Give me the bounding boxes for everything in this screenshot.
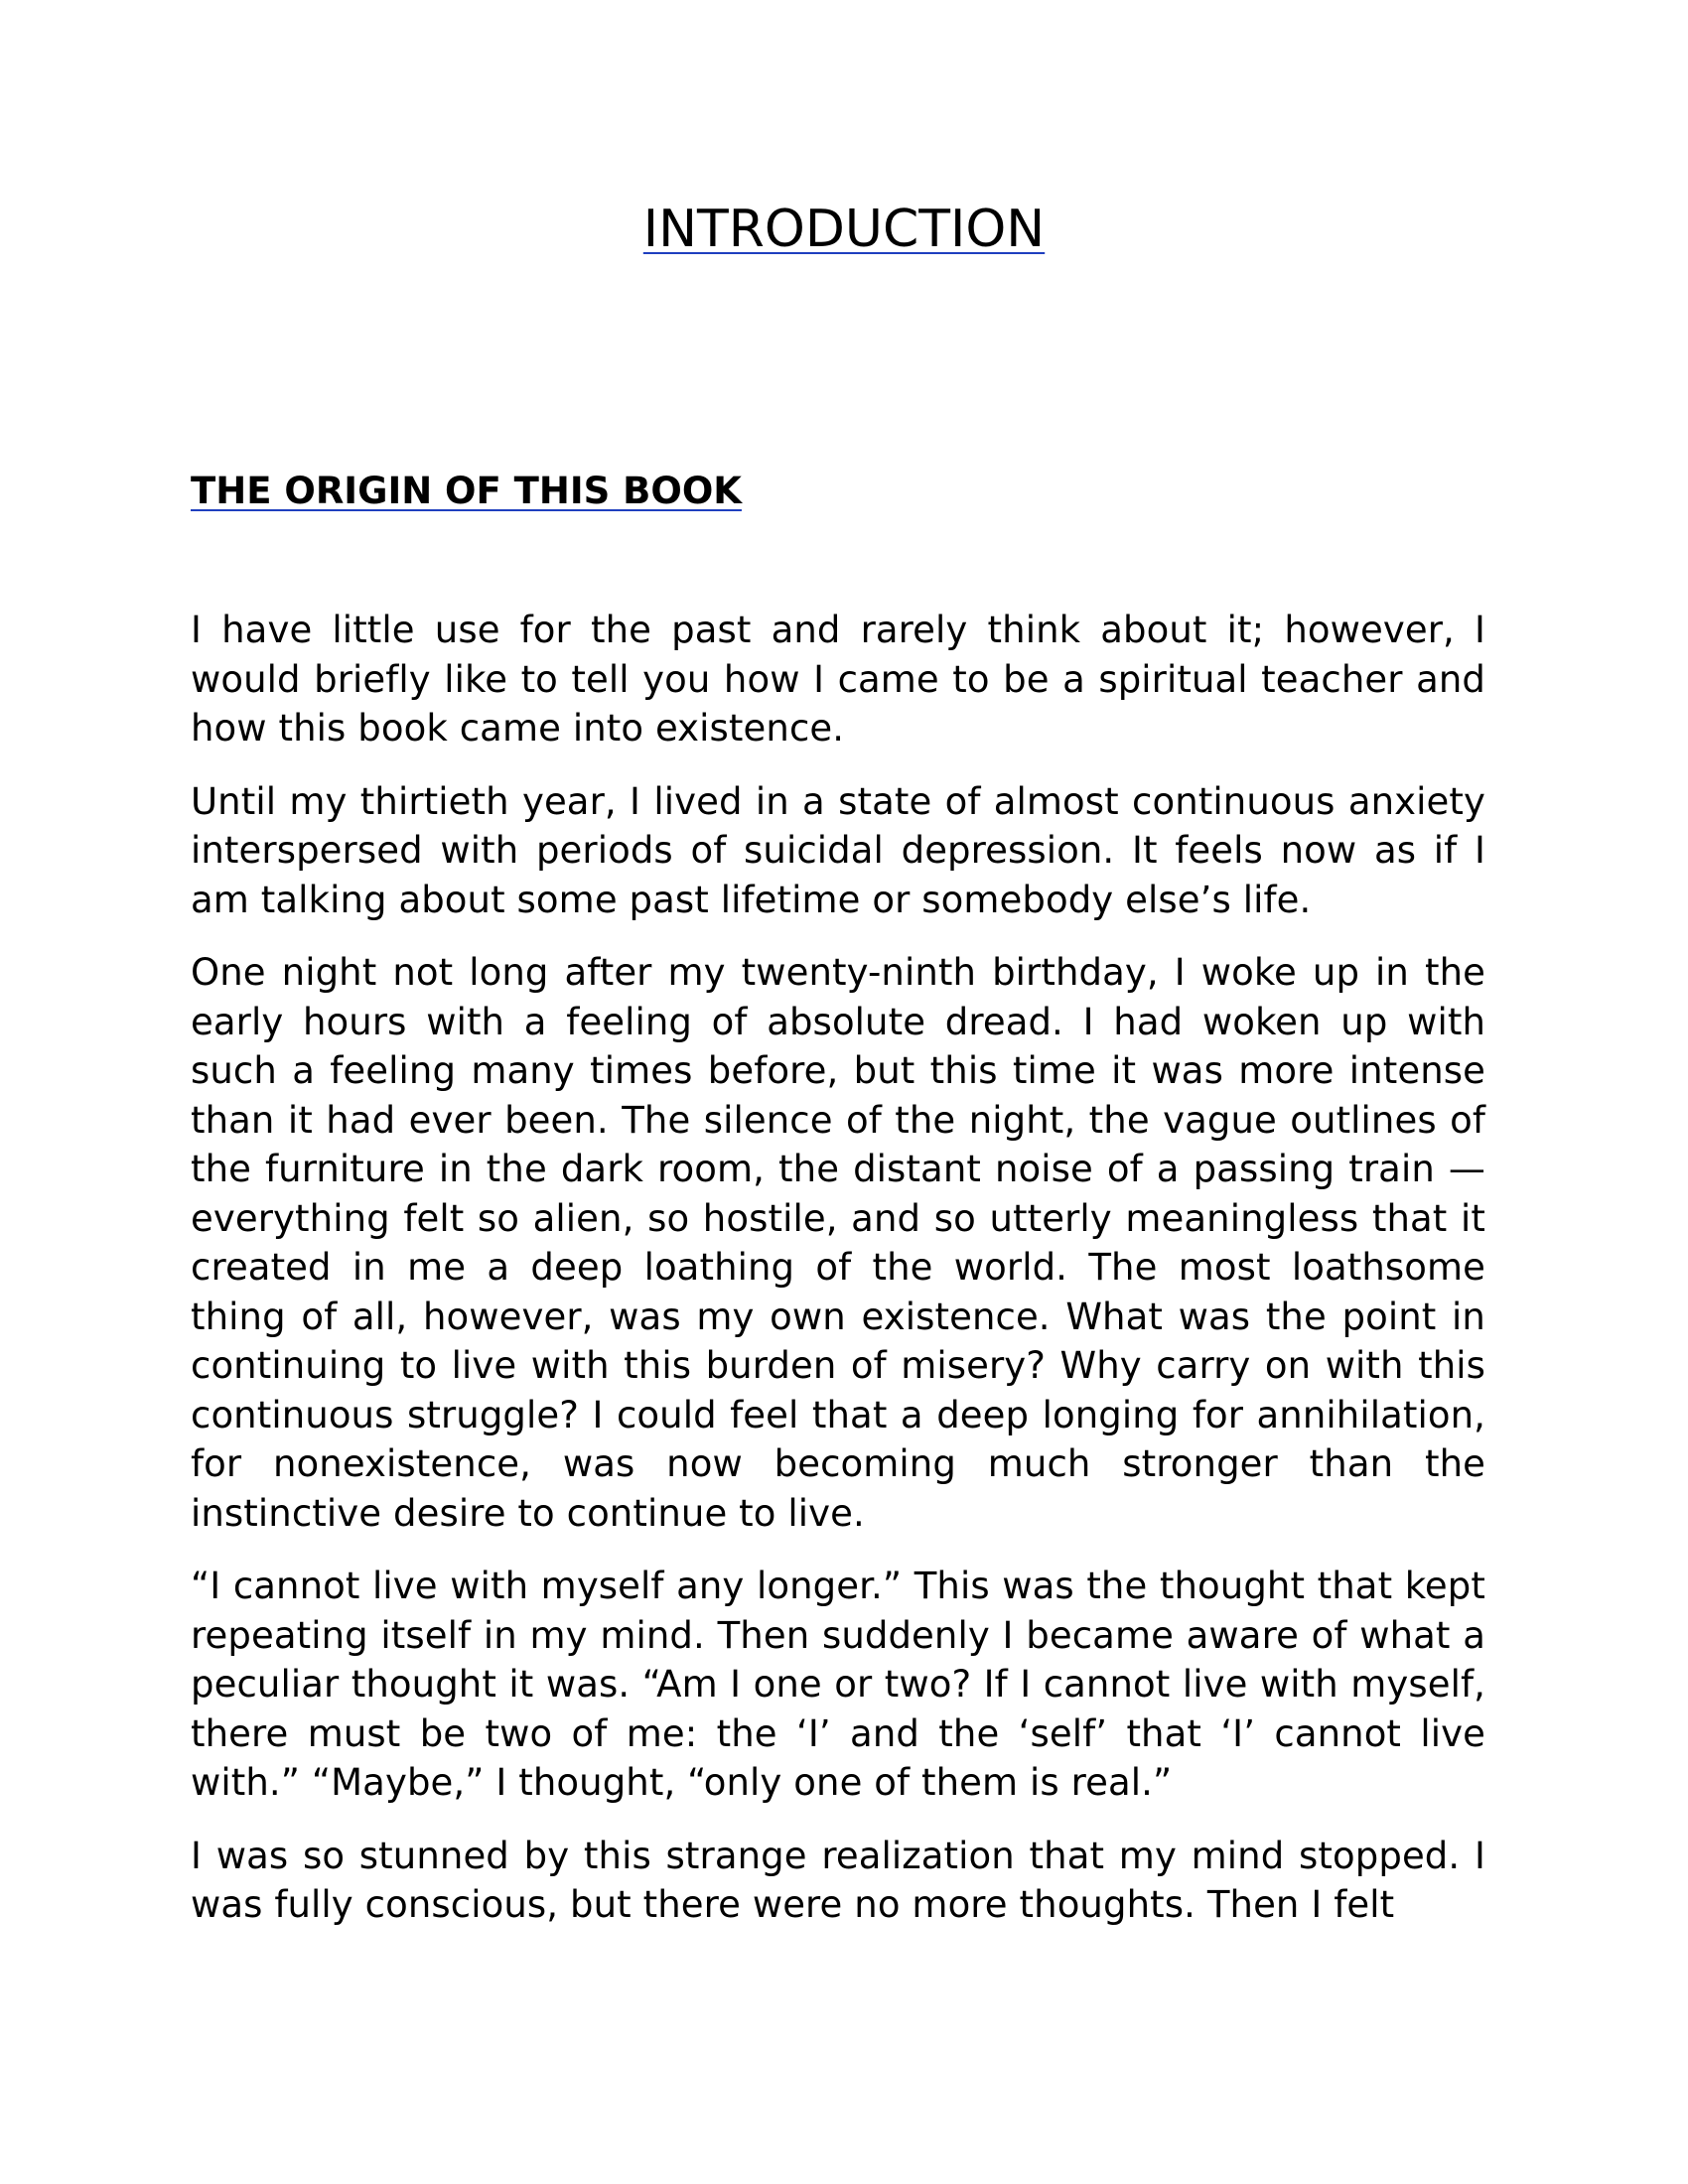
paragraph-4: “I cannot live with myself any longer.” This was the thought that kept repeating itself in my mind. Then suddenly I became aware of what a peculiar thought it was. “Am I one or two? If I cannot live with myself, there must be two of me: the ‘I’ and the ‘self’ that ‘I’ cannot live with.” “Maybe,” I thought, “only one of them is real.”	[191, 1565, 1485, 1804]
section-heading-text: THE ORIGIN OF THIS BOOK	[191, 470, 742, 512]
paragraph-2: Until my thirtieth year, I lived in a state of almost continuous anxiety interspersed with periods of suicidal depression. It feels now as if I am talking about some past lifetime or somebody else’s life.	[191, 779, 1485, 921]
paragraph-1: I have little use for the past and rarely think about it; however, I would briefly like to tell you how I came to be a spiritual teacher and how this book came into existence.	[191, 609, 1485, 750]
body-text	[191, 606, 1485, 1954]
paragraph-3: One night not long after my twenty-ninth birthday, I woke up in the early hours with a feeling of absolute dread. I had woken up with such a feeling many times before, but this time it was more intense than it had ever been. The silence of the night, the vague outlines of the furniture in the dark room, the distant noise of a passing train — everything felt so alien, so hostile, and so utterly meaningless that it created in me a deep loathing of the world. The most loathsome thing of all, however, was my own existence. What was the point in continuing to live with this burden of misery? Why carry on with this continuous struggle? I could feel that a deep longing for annihilation, for nonexistence, was now becoming much stronger than the instinctive desire to continue to live.	[191, 951, 1485, 1535]
paragraph-5: I was so stunned by this strange realization that my mind stopped. I was fully conscious, but there were no more thoughts. Then I felt	[191, 1834, 1485, 1926]
page-title-text: INTRODUCTION	[642, 200, 1046, 259]
page-title	[0, 195, 1688, 264]
section-heading	[191, 467, 742, 516]
